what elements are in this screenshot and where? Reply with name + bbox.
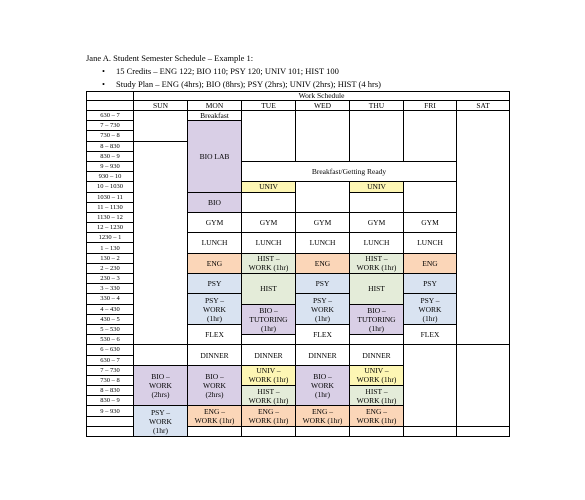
schedule-cell xyxy=(296,406,350,426)
cell-line: WORK xyxy=(311,381,334,391)
cell-line: (1hr) xyxy=(207,313,222,323)
schedule-cell xyxy=(134,141,188,345)
time-cell: 7 – 730 xyxy=(87,121,134,131)
cell-line: HIST – xyxy=(365,386,388,396)
time-cell: 830 – 9 xyxy=(87,151,134,161)
cell-line: WORK (1hr) xyxy=(248,395,289,405)
schedule-cell xyxy=(188,365,242,406)
cell-line: WORK (1hr) xyxy=(356,416,397,426)
schedule-cell xyxy=(350,426,404,436)
schedule-cell: UNIV xyxy=(242,182,296,192)
cell-line: WORK xyxy=(203,304,226,314)
cell-line: (1hr) xyxy=(153,425,168,435)
cell-line: WORK xyxy=(418,304,442,314)
schedule-cell xyxy=(134,365,188,406)
cell-line: PSY – xyxy=(204,295,225,305)
time-cell: 8 – 830 xyxy=(87,386,134,396)
schedule-cell xyxy=(404,111,457,162)
schedule-cell xyxy=(242,406,296,426)
schedule-cell xyxy=(242,304,296,335)
schedule-cell xyxy=(404,426,457,436)
cell-line: TUTORING xyxy=(249,314,288,324)
bullet-marker: • xyxy=(102,66,105,76)
cell-line: WORK xyxy=(311,304,334,314)
cell-line: BIO – xyxy=(151,372,170,382)
cell-line: WORK xyxy=(149,416,172,426)
schedule-cell xyxy=(242,253,296,273)
time-cell: 930 – 10 xyxy=(87,172,134,182)
time-cell: 230 – 3 xyxy=(87,274,134,284)
schedule-cell: GYM xyxy=(188,212,242,232)
cell-line: UNIV – xyxy=(364,366,389,376)
cell-line: HIST – xyxy=(257,254,280,264)
time-cell: 12 – 1230 xyxy=(87,223,134,233)
time-cell: 1130 – 12 xyxy=(87,212,134,222)
cell-line: BIO – xyxy=(259,305,278,315)
schedule-cell: Breakfast xyxy=(188,111,242,121)
schedule-cell: HIST xyxy=(350,274,404,305)
schedule-cell: FLEX xyxy=(404,324,457,344)
schedule-cell xyxy=(242,365,296,385)
cell-line: UNIV – xyxy=(256,366,281,376)
day-header: THU xyxy=(350,101,404,111)
schedule-cell: LUNCH xyxy=(188,233,242,253)
schedule-cell: ENG xyxy=(188,253,242,273)
schedule-cell: LUNCH xyxy=(350,233,404,253)
cell-line: WORK (1hr) xyxy=(248,375,289,385)
schedule-cell: PSY xyxy=(188,274,242,294)
time-cell: 130 – 2 xyxy=(87,253,134,263)
time-cell: 530 – 6 xyxy=(87,335,134,345)
corner-cell xyxy=(87,101,134,111)
schedule-cell xyxy=(350,406,404,426)
schedule-cell xyxy=(134,406,188,437)
cell-line: WORK (1hr) xyxy=(356,263,397,273)
cell-line: (1hr) xyxy=(315,390,330,400)
schedule-cell: FLEX xyxy=(296,324,350,344)
time-cell xyxy=(87,426,134,436)
schedule-cell xyxy=(404,345,457,427)
schedule-cell xyxy=(350,192,404,212)
day-header: SAT xyxy=(457,101,510,111)
cell-line: WORK (1hr) xyxy=(356,375,397,385)
time-cell: 630 – 7 xyxy=(87,355,134,365)
schedule-cell xyxy=(350,386,404,406)
schedule-cell: DINNER xyxy=(188,345,242,365)
time-cell: 11 – 1130 xyxy=(87,202,134,212)
time-cell: 7 – 730 xyxy=(87,365,134,375)
schedule-cell xyxy=(457,111,510,345)
schedule-cell xyxy=(188,406,242,426)
cell-line: PSY – xyxy=(150,407,171,417)
cell-line: BIO – xyxy=(205,372,224,382)
schedule-cell xyxy=(350,253,404,273)
cell-line: BIO – xyxy=(313,372,332,382)
schedule-cell xyxy=(350,304,404,335)
bullet-marker: • xyxy=(102,79,105,89)
schedule-cell: LUNCH xyxy=(404,233,457,253)
time-cell: 730 – 8 xyxy=(87,131,134,141)
cell-line: TUTORING xyxy=(357,314,396,324)
page-title: Jane A. Student Semester Schedule – Example 1: xyxy=(86,53,254,63)
cell-line: BIO – xyxy=(367,305,386,315)
schedule-cell: BIO LAB xyxy=(188,121,242,192)
time-cell: 630 – 7 xyxy=(87,111,134,121)
cell-line: (1hr) xyxy=(261,323,276,333)
cell-line: (1hr) xyxy=(315,313,330,323)
schedule-cell xyxy=(296,294,350,325)
time-cell: 8 – 830 xyxy=(87,141,134,151)
schedule-cell xyxy=(350,111,404,162)
cell-line: WORK xyxy=(203,381,226,391)
schedule-cell xyxy=(404,182,457,213)
schedule-cell xyxy=(188,426,242,436)
schedule-cell xyxy=(242,192,296,212)
cell-line: HIST – xyxy=(257,386,280,396)
cell-line: PSY – xyxy=(420,295,440,305)
schedule-cell: Breakfast/Getting Ready xyxy=(242,161,457,181)
cell-line: WORK (1hr) xyxy=(356,395,397,405)
time-cell: 10 – 1030 xyxy=(87,182,134,192)
time-cell: 1230 – 1 xyxy=(87,233,134,243)
schedule-cell: FLEX xyxy=(188,324,242,344)
schedule-cell: DINNER xyxy=(350,345,404,365)
bullet-study-plan-text: Study Plan – ENG (4hrs); BIO (8hrs); PSY (2hrs); UNIV (2hrs); HIST (4 hrs) xyxy=(116,79,381,89)
cell-line: ENG – xyxy=(311,407,334,417)
time-cell: 5 – 530 xyxy=(87,324,134,334)
cell-line: (2hrs) xyxy=(205,390,224,400)
schedule-cell xyxy=(296,365,350,406)
cell-line: ENG – xyxy=(365,407,388,417)
schedule-cell xyxy=(457,345,510,427)
schedule-cell xyxy=(296,426,350,436)
day-header: TUE xyxy=(242,101,296,111)
schedule-cell: ENG xyxy=(296,253,350,273)
time-cell: 3 – 330 xyxy=(87,284,134,294)
cell-line: (1hr) xyxy=(369,323,384,333)
time-cell: 1 – 130 xyxy=(87,243,134,253)
cell-line: WORK (1hr) xyxy=(302,416,343,426)
schedule-cell: BIO xyxy=(188,192,242,212)
schedule-cell xyxy=(350,365,404,385)
schedule-cell xyxy=(296,182,350,213)
schedule-cell: GYM xyxy=(350,212,404,232)
time-cell: 430 – 5 xyxy=(87,314,134,324)
day-header: SUN xyxy=(134,101,188,111)
cell-line: (1hr) xyxy=(422,313,438,323)
time-cell xyxy=(87,416,134,426)
schedule-cell: LUNCH xyxy=(242,233,296,253)
schedule-cell: GYM xyxy=(404,212,457,232)
bullet-credits xyxy=(102,66,339,76)
time-cell: 730 – 8 xyxy=(87,375,134,385)
work-schedule-caption: Work Schedule xyxy=(134,92,510,101)
cell-line: (2hrs) xyxy=(151,390,170,400)
bullet-credits-text: 15 Credits – ENG 122; BIO 110; PSY 120; UNIV 101; HIST 100 xyxy=(116,66,339,76)
cell-line: ENG – xyxy=(257,407,280,417)
time-cell: 2 – 230 xyxy=(87,263,134,273)
day-header: MON xyxy=(188,101,242,111)
schedule-cell: PSY xyxy=(296,274,350,294)
schedule-cell: LUNCH xyxy=(296,233,350,253)
corner-cell xyxy=(87,92,134,101)
schedule-cell: DINNER xyxy=(242,345,296,365)
schedule-cell: PSY xyxy=(404,274,457,294)
schedule-cell xyxy=(296,111,350,162)
schedule-cell xyxy=(242,386,296,406)
time-cell: 9 – 930 xyxy=(87,406,134,416)
cell-line: ENG – xyxy=(203,407,226,417)
schedule-cell: GYM xyxy=(242,212,296,232)
schedule-cell xyxy=(457,426,510,436)
cell-line: WORK xyxy=(149,381,172,391)
schedule-cell: GYM xyxy=(296,212,350,232)
time-cell: 6 – 630 xyxy=(87,345,134,355)
schedule-cell: DINNER xyxy=(296,345,350,365)
schedule-cell xyxy=(188,294,242,325)
schedule-table xyxy=(86,91,510,437)
time-cell: 4 – 430 xyxy=(87,304,134,314)
day-header: WED xyxy=(296,101,350,111)
cell-line: WORK (1hr) xyxy=(194,416,235,426)
schedule-cell: ENG xyxy=(404,253,457,273)
schedule-cell: UNIV xyxy=(350,182,404,192)
schedule-cell xyxy=(404,294,457,325)
cell-line: WORK (1hr) xyxy=(248,263,289,273)
bullet-study-plan xyxy=(102,79,381,89)
time-cell: 330 – 4 xyxy=(87,294,134,304)
time-cell: 830 – 9 xyxy=(87,396,134,406)
schedule-cell xyxy=(134,111,188,142)
schedule-cell xyxy=(242,426,296,436)
time-cell: 9 – 930 xyxy=(87,161,134,171)
schedule-cell xyxy=(242,111,296,162)
cell-line: WORK (1hr) xyxy=(248,416,289,426)
cell-line: PSY – xyxy=(312,295,333,305)
cell-line: HIST – xyxy=(365,254,388,264)
schedule-cell: HIST xyxy=(242,274,296,305)
schedule-cell xyxy=(134,345,188,365)
day-header: FRI xyxy=(404,101,457,111)
time-cell: 1030 – 11 xyxy=(87,192,134,202)
